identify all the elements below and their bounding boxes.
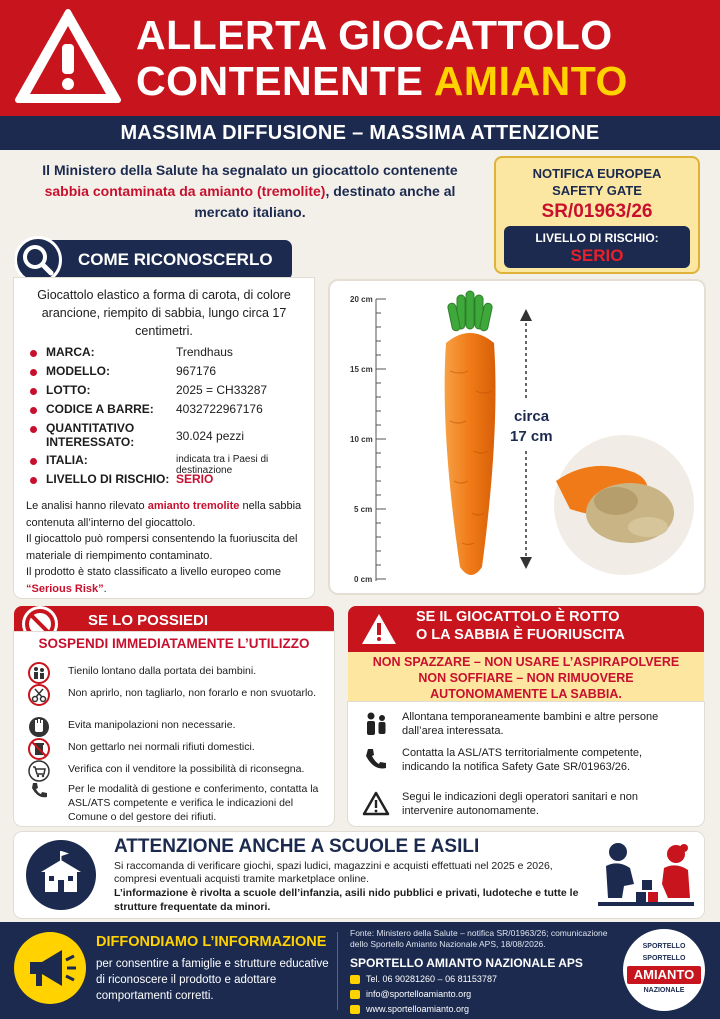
alert-header	[0, 0, 720, 116]
footer-text: per consentire a famiglie e strutture educative di riconoscere il prodotto e adottare comportamenti corretti.	[96, 958, 329, 1002]
suspend-use-text: SOSPENDI IMMEDIATAMENTE L’UTILIZZO	[38, 636, 310, 651]
caution-icon	[362, 790, 390, 818]
spec-row: MODELLO: 967176	[24, 364, 314, 383]
ruler-label: 15 cm	[350, 365, 373, 374]
ruler-label: 0 cm	[354, 575, 373, 584]
footer-title: DIFFONDIAMO L’INFORMAZIONE	[96, 934, 327, 950]
email-icon	[350, 990, 360, 999]
safety-gate-notice: NOTIFICA EUROPEA SAFETY GATE SR/01963/26 LIVELLO DI RISCHIO: SERIO	[494, 156, 700, 274]
title-line-2: CONTENENTE AMIANTO	[136, 58, 628, 104]
subtitle-bar: MASSIMA DIFFUSIONE – MASSIMA ATTENZIONE	[0, 116, 720, 150]
school-icon	[26, 840, 96, 910]
globe-icon	[350, 1005, 360, 1014]
children-prohibited-icon	[28, 662, 50, 684]
phone-contact: Tel. 06 90281260 – 06 81153787	[350, 974, 497, 984]
spec-row: ITALIA: indicata tra i Paesi di destinazione	[24, 453, 314, 472]
warning-icon	[14, 8, 122, 106]
size-label: 17 cm	[510, 428, 553, 445]
title-line-1: ALLERTA GIOCATTOLO	[136, 12, 613, 58]
spec-row: QUANTITATIVO INTERESSATO: 30.024 pezzi	[24, 421, 314, 453]
schools-text-bold: L’informazione è rivolta a scuole dell’infanzia, asili nido pubblici e privati, ludoteche e tutte le strutture frequentate da minori.	[114, 887, 579, 913]
warning-icon	[360, 612, 398, 646]
email-link[interactable]: info@sportelloamianto.org	[350, 989, 471, 999]
footer	[0, 922, 720, 1019]
phone-icon	[350, 975, 360, 984]
intro-text: Il Ministero della Salute ha segnalato un giocattolo contenente sabbia contaminata da amianto (tremolite), destinato anche al mercato italiano.	[42, 162, 458, 220]
schools-title: ATTENZIONE ANCHE A SCUOLE E ASILI	[114, 836, 480, 857]
ruler-label: 10 cm	[350, 435, 373, 444]
people-icon	[362, 710, 390, 738]
website-link[interactable]: www.sportelloamianto.org	[350, 1004, 469, 1014]
carrot-photo	[328, 279, 706, 595]
broken-header: SE IL GIOCATTOLO È ROTTO O LA SABBIA È FUORIUSCITA	[348, 606, 704, 654]
possiedi-panel: SOSPENDI IMMEDIATAMENTE L’UTILIZZO Tienilo lontano dalla portata dei bambini. Non aprirlo, non tagliarlo, non forarlo e non svuotarlo. Evita manipolazioni non necessarie. Non gettarlo nei normali rifiuti domestici. Verifica con il venditore la possibilità di riconsegna. Per le modalità di gestione e conferimento, contatta la ASL/ATS competente e verifica le indicazioni del Comune o del gestore dei rifiuti.	[14, 632, 334, 826]
phone-icon	[362, 746, 390, 774]
phone-icon	[28, 780, 50, 802]
ruler-label: 5 cm	[354, 505, 373, 514]
hand-stop-icon	[28, 716, 50, 738]
trash-prohibited-icon	[28, 738, 50, 760]
recognise-panel	[14, 278, 314, 598]
divider	[337, 932, 338, 1010]
megaphone-icon	[14, 932, 86, 1004]
children-playing-icon	[594, 838, 698, 914]
schools-text: Si raccomanda di verificare giochi, spazi ludici, magazzini e acquisti effettuati nel 2025 e 2026, compresi eventuali acquisti tramite marketplace online.	[114, 860, 553, 885]
cart-icon	[28, 760, 50, 782]
notice-code: SR/01963/26	[541, 201, 653, 222]
scissors-prohibited-icon	[28, 684, 50, 706]
source-text: Fonte: Ministero della Salute – notifica SR/01963/26; comunicazione dello Sportello Amianto Nazionale APS, 18/08/2026.	[350, 928, 608, 949]
search-icon	[14, 236, 62, 284]
ruler-label: 20 cm	[350, 295, 373, 304]
spec-list	[24, 345, 314, 491]
spec-row: LOTTO: 2025 = CH33287	[24, 383, 314, 402]
org-name: SPORTELLO AMIANTO NAZIONALE APS	[350, 956, 583, 970]
risk-box: LIVELLO DI RISCHIO: SERIO	[504, 226, 690, 268]
spec-row: MARCA: Trendhaus	[24, 345, 314, 364]
size-label: circa	[514, 408, 550, 425]
possiedi-header: SE LO POSSIEDI	[14, 606, 334, 640]
analysis-text: Le analisi hanno rilevato amianto tremolite nella sabbia contenuta all’interno del giocattolo. Il giocattolo può rompersi consentendo la fuoriuscita del materiale di riempimento contaminato. Il prodotto è stato classificato a livello europeo come “Serious Risk”.	[26, 500, 302, 595]
product-description: Giocattolo elastico a forma di carota, di colore arancione, riempito di sabbia, lungo circa 17 centimetri.	[37, 288, 291, 338]
schools-panel	[14, 832, 704, 918]
recognise-header: COME RICONOSCERLO	[14, 240, 292, 280]
spec-row: CODICE A BARRE: 4032722967176	[24, 402, 314, 421]
spec-row: LIVELLO DI RISCHIO: SERIO	[24, 472, 314, 491]
sportello-logo: SPORTELLO SPORTELLO AMIANTO NAZIONALE	[620, 926, 708, 1014]
broken-panel: Allontana temporaneamente bambini e altre persone dall’area interessata. Contatta la ASL/ATS territorialmente competente, indicando la notifica Safety Gate SR/01963/26. Segui le indicazioni degli operatori sanitari e non intervenire autonomamente.	[348, 702, 704, 826]
do-not-sweep-warning: NON SPAZZARE – NON USARE L’ASPIRAPOLVERE NON SOFFIARE – NON RIMUOVERE AUTONOMAMENTE LA SABBIA.	[348, 652, 704, 704]
